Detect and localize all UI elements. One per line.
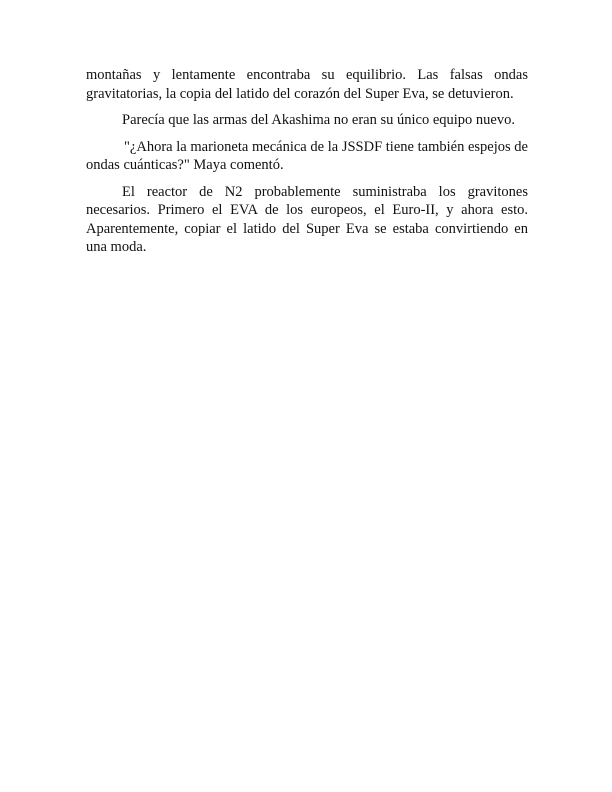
paragraph-maya-quote: "¿Ahora la marioneta mecánica de la JSSDF tiene también espejos de ondas cuánticas?" Maya comentó. <box>86 138 528 173</box>
paragraph-continuation: montañas y lentamente encontraba su equilibrio. Las falsas ondas gravitatorias, la copia del latido del corazón del Super Eva, se detuvieron. <box>86 67 528 102</box>
document-page <box>86 66 528 265</box>
paragraph-akashima: Parecía que las armas del Akashima no eran su único equipo nuevo. <box>122 112 515 128</box>
paragraph-n2-reactor: El reactor de N2 probablemente suministraba los gravitones necesarios. Primero el EVA de los europeos, el Euro-II, y ahora esto. Aparentemente, copiar el latido del Super Eva se estaba convirtiendo en una moda. <box>86 183 528 255</box>
